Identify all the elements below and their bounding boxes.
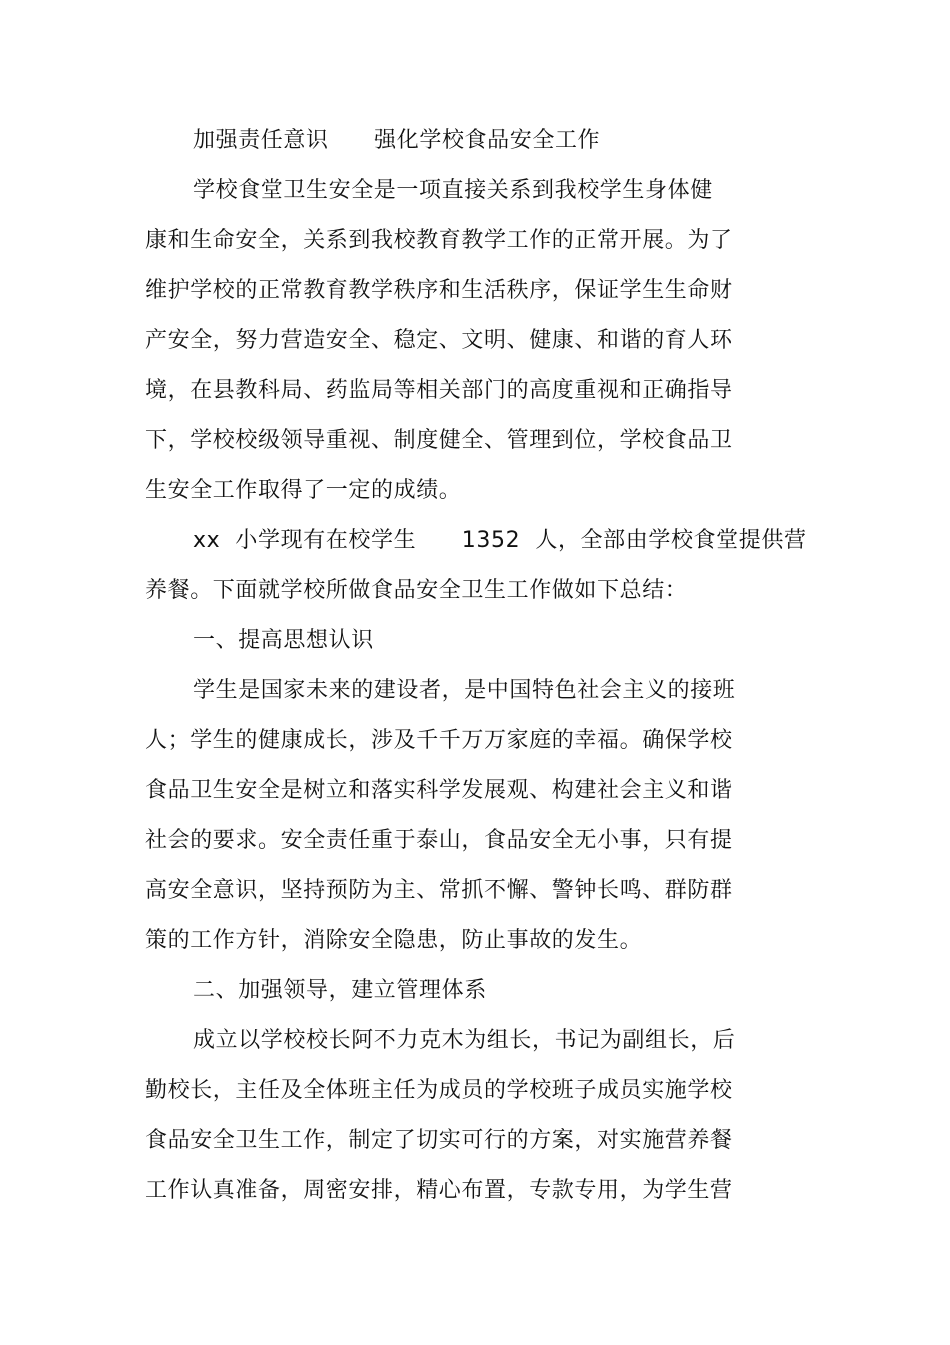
section-heading: 二、加强领导，建立管理体系 [193,978,487,1003]
paragraph-line: 康和生命安全，关系到我校教育教学工作的正常开展。为了 [145,228,733,253]
paragraph-line: 策的工作方针，消除安全隐患，防止事故的发生。 [145,928,643,953]
paragraph-line: 勤校长，主任及全体班主任为成员的学校班子成员实施学校 [145,1078,733,1103]
paragraph-line: 食品卫生安全是树立和落实科学发展观、构建社会主义和谐 [145,778,733,803]
paragraph-line: 人；学生的健康成长，涉及千千万万家庭的幸福。确保学校 [145,728,733,753]
paragraph-line: 产安全，努力营造安全、稳定、文明、健康、和谐的育人环 [145,328,733,353]
paragraph-line: 下，学校校级领导重视、制度健全、管理到位，学校食品卫 [145,428,733,453]
paragraph-line: 成立以学校校长阿不力克木为组长，书记为副组长，后 [193,1028,736,1053]
paragraph-line: 高安全意识，坚持预防为主、常抓不懈、警钟长鸣、群防群 [145,878,733,903]
paragraph-line: xx 小学现有在校学生 1352 人，全部由学校食堂提供营 [193,528,807,553]
document-title: 加强责任意识 强化学校食品安全工作 [193,128,601,153]
paragraph-line: 社会的要求。安全责任重于泰山，食品安全无小事，只有提 [145,828,733,853]
paragraph-line: 维护学校的正常教育教学秩序和生活秩序，保证学生生命财 [145,278,733,303]
paragraph-line: 学生是国家未来的建设者，是中国特色社会主义的接班 [193,678,736,703]
paragraph-line: 养餐。下面就学校所做食品安全卫生工作做如下总结： [145,578,688,603]
paragraph-line: 生安全工作取得了一定的成绩。 [145,478,462,503]
paragraph-line: 学校食堂卫生安全是一项直接关系到我校学生身体健 [193,178,713,203]
section-heading: 一、提高思想认识 [193,628,374,653]
paragraph-line: 境，在县教科局、药监局等相关部门的高度重视和正确指导 [145,378,733,403]
paragraph-line: 食品安全卫生工作，制定了切实可行的方案，对实施营养餐 [145,1128,733,1153]
paragraph-line: 工作认真准备，周密安排，精心布置，专款专用，为学生营 [145,1178,733,1203]
